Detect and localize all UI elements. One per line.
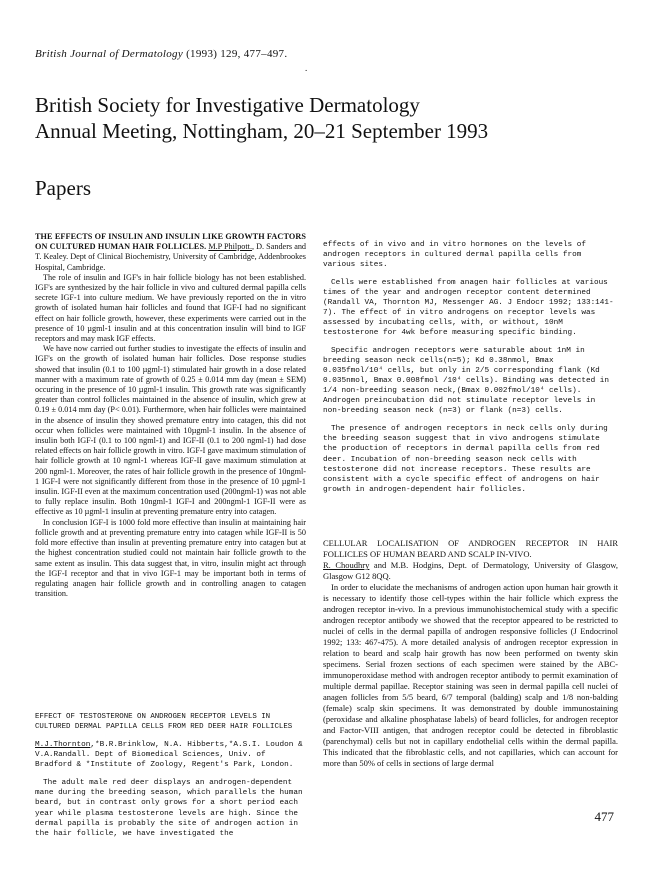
abstract-authors: and M.B. Hodgins, Dept. of Dermatology, University of Glasgow, Glasgow G12 8QQ. <box>323 560 618 581</box>
abstract-paragraph: In order to elucidate the mechanisms of androgen action upon human hair growth it is necessary to identify those cell-types within the hair follicle which express the androgen receptor in-vivo. In a previous immunohistochemical study with a specific androgen receptor antibody we showed that the receptor appeared to be restricted to nuclei of cells in the dermal papilla of androgen responsive follicles (J Endocrinol 1992; 133: 467-475). A more detailed analysis of androgen receptor expression in relation to beard and scalp hair growth has now been performed on twenty skin specimens. Serial frozen sections of each specimen were stained by the ABC- immunoperoxidase method with androgen receptor antibody to permit examination of multiple dermal papillae. Receptor staining was seen in dermal papilla cell nuclei of anagen follicles from 5/5 beard, 6/7 temporal (balding) scalp and 1/8 non-balding (female) scalp skin specimens. It was demonstrated by double immunostaining (peroxidase and alkaline phosphatase labels) of beard follicles, for androgen receptor and Factor-VIII antigen, that androgen receptor could be detected in fibroblastic (parenchymal) cells but not in capillary endothelial cells within the dermal papilla. This indicated that the fibroblastic cells, and not capillaries, which can account for more than 50% of cells in sections of large dermal <box>323 582 618 768</box>
abstract-paragraph: The adult male red deer displays an androgen-dependent mane during the breeding season, which parallels the human beard, but in contrast only grows for a short period each year while plasma testosterone levels are high. Since the dermal papilla is probably the site of androgen action in the hair follicle, we have investigated the <box>35 779 303 838</box>
abstract-title: EFFECT OF TESTOSTERONE ON ANDROGEN RECEPTOR LEVELS IN CULTURED DERMAL PAPILLA CELLS FROM RED DEER HAIR FOLLICLES <box>35 713 293 732</box>
decorative-dot: . <box>305 63 308 73</box>
abstract-authors: , D. Sanders and T. Kealey. Dept of Clinical Biochemistry, University of Cambridge, Addenbrookes Hospital, Cambridge. <box>35 242 307 272</box>
abstract-title: CELLULAR LOCALISATION OF ANDROGEN RECEPTOR IN HAIR FOLLICLES OF HUMAN BEARD AND SCALP IN-VIVO. <box>323 538 618 559</box>
abstract-paragraph: The presence of androgen receptors in neck cells only during the breeding season suggest that in vivo androgens stimulate the production of receptors in dermal papilla cells from red deer. Incubation of non-breeding season neck cells with testosterone did not increase receptors. These results are consistent with a cycle specific effect of androgens on hair growth in androgen-dependent hair follicles. <box>323 425 608 494</box>
section-heading: Papers <box>35 176 91 200</box>
abstract-paragraph: Cells were established from anagen hair follicles at various times of the year and androgen receptor content determined (Randall VA, Thornton MJ, Messenger AG. J Endocr 1992; 133:141-7). The effect of in vitro androgens on receptor levels was assessed by incubating cells, with, or without, 10nM testosterone for 4wk before measuring specific binding. <box>323 278 614 338</box>
abstract-paragraph: We have now carried out further studies to investigate the effects of insulin and IGF's on the growth of isolated human hair follicles. Dose response studies showed that insulin (0.1 to 100 µgml-1) stimulated hair growth in a dose related manner with a maximum rate of growth of 0.25 ± 0.014 mm day (mean ± SEM) occuring in the presence of 10 µgml-1 insulin. This growth rate was significantly greater than control follicles maintained in the absence of insulin, which grew at 0.19 ± 0.014 mm day (P< 0.01). Furthermore, when hair follicles were maintained in the absence of insulin they showed premature entry into catagen, this did not occur when follicles were maintained with 10µgml-1 insulin. In the absence of insulin both IGF-I (0.1 to 100 ngml-1) and IGF-II (0.1 to 200 ngml-1) had dose related effects on hair follicle growth in vitro. IGF-I gave maximum stimulation of hair follicle growth at 10 ngml-1 whereas IGF-II gave maximum stimulation at 200 ngml-1. Moreover, the rates of hair follicle growth in the presence of 10ngml-1 IGF-I were not significantly different from those in the presence of 10 µgml-1 insulin. IGF-II even at the maximum concentration used (200ngml-1) was not able to fully replace insulin. Both 10ngml-1 IGF-I and 200ngml-1 IGF-II were as effective as 10 µgml-1 insulin at preventing premature entry into catagen. <box>35 344 306 517</box>
abstract-title: THE EFFECTS OF INSULIN AND INSULIN LIKE GROWTH FACTORS ON CULTURED HUMAN HAIR FOLLICLES. <box>35 232 306 252</box>
abstract-androgen-receptor-localisation <box>323 538 618 769</box>
abstract-testosterone <box>35 705 307 846</box>
meeting-title-line1: British Society for Investigative Dermatology <box>35 93 420 117</box>
abstract-author-lead: M.J.Thornton <box>35 741 91 750</box>
abstract-authors: ,*B.R.Brinklow, N.A. Hibberts,*A.S.I. Loudon & V.A.Randall. Dept of Biomedical Sciences, Univ. of Bradford & *Institute of Zoology, Regent's Park, London. <box>35 741 303 770</box>
abstract-paragraph: The role of insulin and IGF's in hair follicle biology has not been established. IGF's are synthesized by the hair follicle in vivo and cultured dermal papilla cells secrete IGF-1 into culture medium. We have previously reported on the in vitro growth of isolated human hair follicles and found that IGF-I had no significant effect on hair follicle growth, however, these experiments were carried out in the presence of 10 µgml-1 insulin and at this concentration insulin will bind to IGF receptors and may mask IGF effects. <box>35 272 306 344</box>
journal-name: British Journal of Dermatology <box>35 48 184 60</box>
journal-volume: (1993) 129, 477–497. <box>183 48 288 60</box>
meeting-title-line2: Annual Meeting, Nottingham, 20–21 September 1993 <box>35 119 489 143</box>
abstract-insulin-igf <box>35 232 306 599</box>
abstract-paragraph: Specific androgen receptors were saturable about 1nM in breeding season neck cells(n=5); Kd 0.38nmol, Bmax 0.035fmol/10⁴ cells, but only in 2/5 corresponding flank (Kd 0.035nmol, Bmax 0.008fmol /10⁴ cells). Binding was detected in 1/4 non-breeding season neck,(Bmax 0.002fmol/10⁴ cells). Androgen preincubation did not stimulate receptor levels in non-breeding season neck (n=3) or flank (n=3) cells. <box>323 346 610 416</box>
abstract-testosterone-continued <box>323 232 618 503</box>
abstract-author-lead: R. Choudhry <box>323 560 370 570</box>
abstract-paragraph: effects of in vivo and in vitro hormones on the levels of androgen receptors in cultured dermal papilla cells from various sites. <box>323 240 586 269</box>
abstract-paragraph: In conclusion IGF-I is 1000 fold more effective than insulin at maintaining hair follicle growth and at preventing premature entry into catagen while IGF-II is 50 fold more effective than insulin at preventing premature entry into catagen but at the highest concentration studied could not maintain hair follicle growth to the same extent as insulin. This data suggest that, in vitro, insulin might act through the IGF-I receptor and that in vivo IGF-1 may be important both in terms of regulating anagen hair follicle growth and in controlling anagen to catagen transition. <box>35 517 306 599</box>
journal-citation <box>35 48 287 60</box>
page-number: 477 <box>594 809 614 824</box>
meeting-title <box>35 92 488 144</box>
abstract-author-lead: M.P Philpott. <box>208 242 252 252</box>
